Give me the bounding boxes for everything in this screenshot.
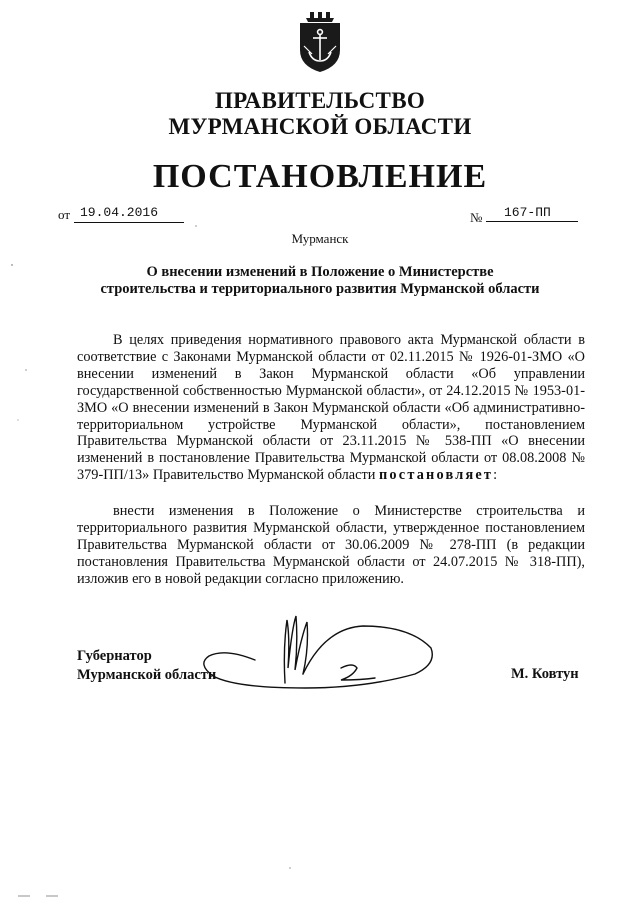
- position-line1: Губернатор: [77, 648, 152, 664]
- date-prefix: от: [58, 207, 71, 222]
- document-subject: [70, 264, 570, 298]
- government-title-line2: МУРМАНСКОЙ ОБЛАСТИ: [168, 114, 472, 139]
- handwritten-signature: [195, 608, 445, 708]
- subject-line2: строительства и территориального развития Мурманской области: [100, 281, 540, 297]
- position-line2: Мурманской области: [77, 667, 217, 683]
- body-paragraph-1: [77, 332, 585, 484]
- resolves-word: постановляет: [378, 467, 494, 484]
- document-number: 167-ПП: [486, 205, 578, 222]
- document-date: 19.04.2016: [74, 205, 184, 223]
- subject-line1: О внесении изменений в Положение о Министерстве: [146, 264, 494, 280]
- government-title-line1: ПРАВИТЕЛЬСТВО: [214, 88, 426, 113]
- coat-of-arms-icon: [296, 12, 344, 72]
- paragraph1-text: В целях приведения нормативного правового акта Мурманской области в соответствие с Законами Мурманской области от 02.11.2015 № 1926-01-ЗМО «О внесении изменений в Закон Мурманской области «Об управлении государственной собственностью Мурманской области», от 24.12.2015 № 1953-01-ЗМО «О внесении изменений в Закон Мурманской области «Об административно-территориальном устройстве Мурманской области», постановлением Правительства Мурманской области от 23.11.2015 № 538-ПП «О внесении изменений в постановление Правительства Мурманской области от 08.08.2008 № 379-ПП/13» Правительство Мурманской области: [77, 332, 585, 484]
- document-city: Мурманск: [291, 231, 349, 246]
- number-prefix: №: [470, 210, 483, 225]
- resolves-colon: :: [493, 467, 498, 484]
- body-paragraph-2: внести изменения в Положение о Министерстве строительства и территориального развития Мурманской области, утвержденное постановлением Правительства Мурманской области от 30.06.2009 № 278-ПП (в редакции постановления Правительства Мурманской области от 24.07.2015 № 318-ПП), изложив его в новой редакции согласно приложению.: [77, 503, 585, 587]
- signatory-name: М. Ковтун: [511, 666, 579, 682]
- document-type: ПОСТАНОВЛЕНИЕ: [152, 158, 488, 195]
